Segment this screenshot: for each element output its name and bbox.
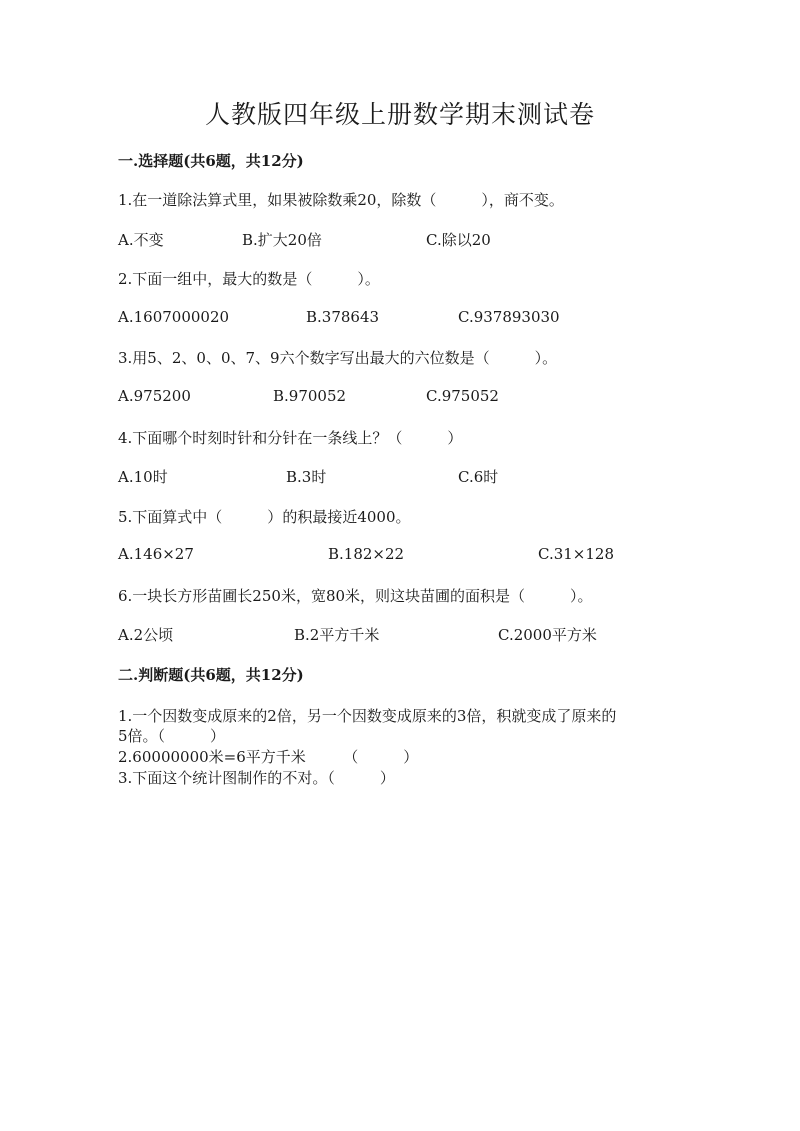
judgment-line-1: 1.一个因数变成原来的2倍，另一个因数变成原来的3倍，积就变成了原来的 xyxy=(118,707,617,725)
judgment-line-1-continued: 5倍。（ ） xyxy=(118,727,226,745)
q4-option-b: B.3时 xyxy=(286,468,327,486)
q1-option-c: C.除以20 xyxy=(426,231,491,249)
judgment-line-3: 3.下面这个统计图制作的不对。（ ） xyxy=(118,769,395,787)
q6-option-a: A.2公顷 xyxy=(118,626,174,644)
q2-option-b: B.378643 xyxy=(306,308,380,326)
q5-option-c: C.31×128 xyxy=(538,545,614,563)
question-3: 3.用5、2、0、0、7、9六个数字写出最大的六位数是（ ）。 xyxy=(118,349,558,367)
q4-option-a: A.10时 xyxy=(118,468,168,486)
judgment-line-2: 2.60000000米=6平方千米 （ ） xyxy=(118,748,419,766)
question-2: 2.下面一组中，最大的数是（ ）。 xyxy=(118,270,380,288)
q3-option-a: A.975200 xyxy=(118,387,191,405)
question-4: 4.下面哪个时刻时针和分针在一条线上？（ ） xyxy=(118,429,463,447)
section-heading-choice: 一.选择题(共6题，共12分) xyxy=(118,152,304,170)
q5-option-b: B.182×22 xyxy=(328,545,405,563)
q2-option-a: A.1607000020 xyxy=(118,308,230,326)
q6-option-b: B.2平方千米 xyxy=(294,626,380,644)
question-5: 5.下面算式中（ ）的积最接近4000。 xyxy=(118,508,411,526)
q2-option-c: C.937893030 xyxy=(458,308,560,326)
q5-option-a: A.146×27 xyxy=(118,545,194,563)
page-title: 人教版四年级上册数学期末测试卷 xyxy=(204,100,595,129)
section-heading-judgment: 二.判断题(共6题，共12分) xyxy=(118,666,304,684)
q1-option-a: A.不变 xyxy=(118,231,164,249)
q3-option-c: C.975052 xyxy=(426,387,499,405)
q6-option-c: C.2000平方米 xyxy=(498,626,597,644)
q1-option-b: B.扩大20倍 xyxy=(242,231,322,249)
question-1: 1.在一道除法算式里，如果被除数乘20，除数（ ），商不变。 xyxy=(118,191,564,209)
q3-option-b: B.970052 xyxy=(273,387,347,405)
q4-option-c: C.6时 xyxy=(458,468,499,486)
question-6: 6.一块长方形苗圃长250米，宽80米，则这块苗圃的面积是（ ）。 xyxy=(118,587,593,605)
